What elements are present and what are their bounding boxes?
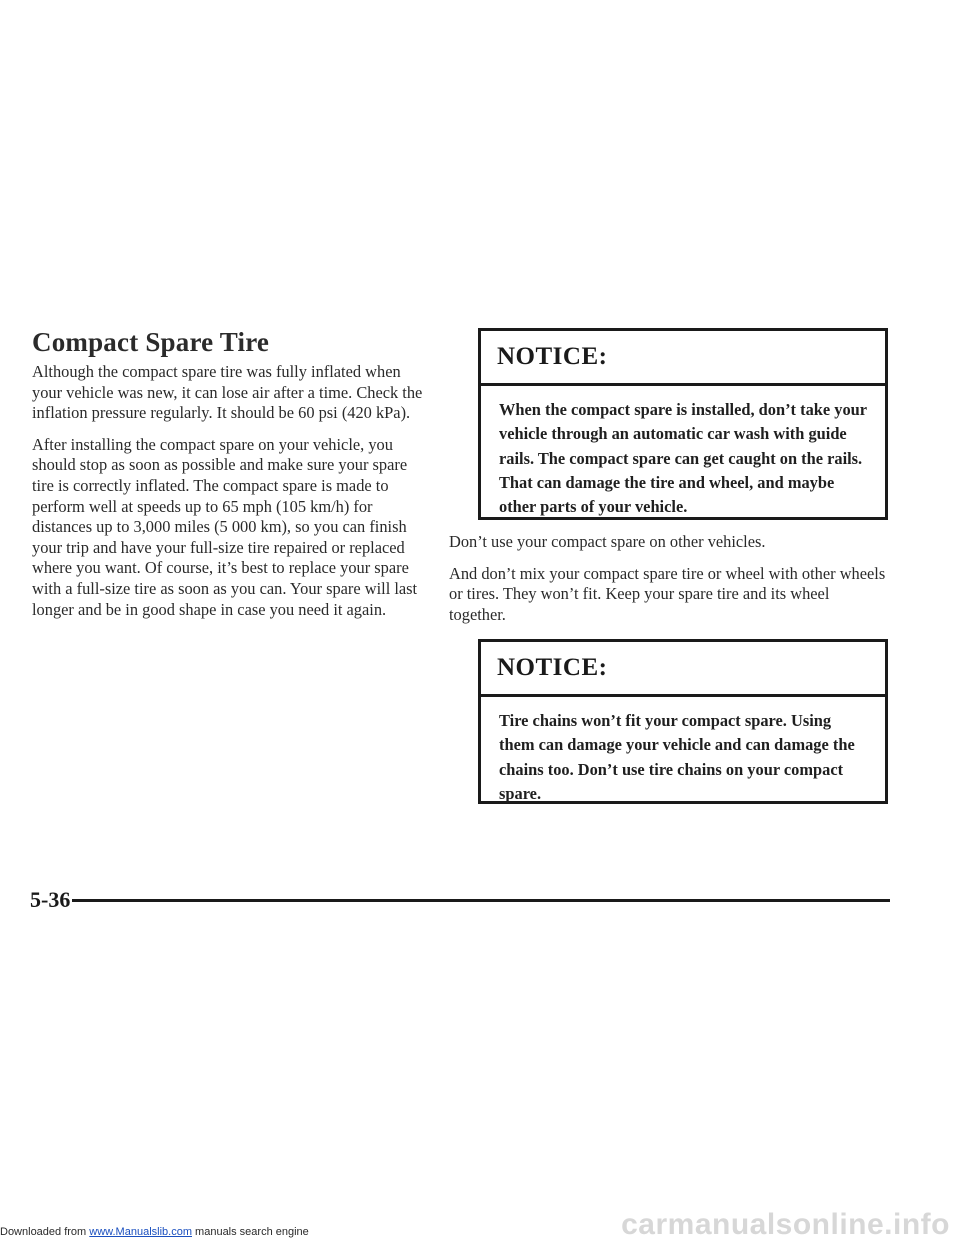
notice-box-tire-chains: [478, 639, 888, 804]
notice-box-car-wash: [478, 328, 888, 520]
notice-heading: NOTICE:: [481, 331, 885, 386]
notice-body: Tire chains won’t fit your compact spare. Using them can damage your vehicle and can damage the chains too. Don’t use tire chains on your compact spare.: [499, 711, 855, 803]
manualslib-link[interactable]: www.Manualslib.com: [89, 1226, 192, 1238]
watermark-text: carmanualsonline.info: [621, 1208, 950, 1241]
footer-suffix: manuals search engine: [195, 1226, 309, 1238]
paragraph-other-vehicles: Don’t use your compact spare on other vehicles.: [449, 532, 766, 551]
paragraph-after-installing: After installing the compact spare on your vehicle, you should stop as soon as possible and make sure your spare tire is correctly inflated. The compact spare is made to perform well at speeds up to 65 mph (105 km/h) for distances up to 3,000 miles (5 000 km), so you can finish your trip and have your full-size tire repaired or replaced where you want. Of course, it’s best to replace your spare with a full-size tire as soon as you can. Your spare will last longer and be in good shape in case you need it again.: [32, 434, 418, 619]
footer-rule: [72, 899, 890, 902]
footer-prefix: Downloaded from: [0, 1226, 87, 1238]
page-number: 5-36: [30, 887, 71, 912]
left-column: [32, 362, 432, 631]
section-title: Compact Spare Tire: [32, 327, 270, 357]
notice-heading: NOTICE:: [481, 642, 885, 697]
right-column: [449, 532, 889, 636]
notice-body: When the compact spare is installed, don’t take your vehicle through an automatic car wash with guide rails. The compact spare can get caught on the rails. That can damage the tire and wheel, and maybe other parts of your vehicle.: [499, 400, 867, 517]
source-footer: [0, 1226, 309, 1238]
paragraph-inflation: Although the compact spare tire was fully inflated when your vehicle was new, it can lose air after a time. Check the inflation pressure regularly. It should be 60 psi (420 kPa).: [32, 362, 423, 423]
paragraph-mix-wheels: And don’t mix your compact spare tire or wheel with other wheels or tires. They won’t fit. Keep your spare tire and its wheel together.: [449, 563, 886, 624]
